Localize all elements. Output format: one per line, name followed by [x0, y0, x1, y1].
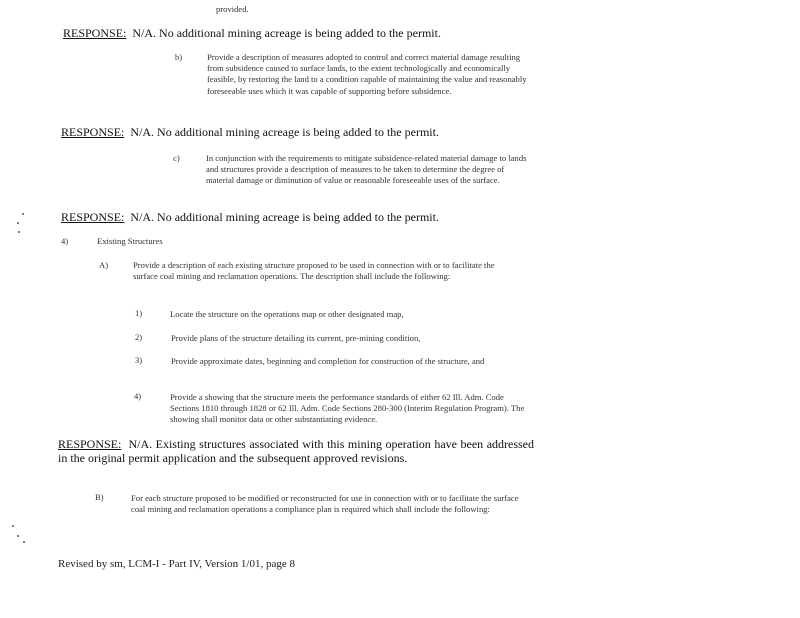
page-footer: Revised by sm, LCM-I - Part IV, Version 1/01, page 8: [58, 558, 295, 570]
response-text: N/A. Existing structures associated with this mining operation have been addressed in the original permit application and the subsequent approved revisions.: [58, 437, 535, 465]
subitem-text: Provide a showing that the structure meets the performance standards of either 62 Ill. Adm. Code Sections 1810 through 1828 or 62 Ill. Adm. Code Sections 280-300 (Interim Regulation Program). The showing shall monitor data or other substantiating evidence.: [170, 392, 525, 425]
response-label: RESPONSE:: [61, 125, 125, 139]
item-c-marker: c): [173, 153, 180, 163]
response-text: N/A. No additional mining acreage is being added to the permit.: [130, 210, 439, 224]
subitem-number: 2): [135, 332, 143, 342]
scan-speck: [17, 535, 19, 537]
response-label: RESPONSE:: [61, 210, 125, 224]
response-text: N/A. No additional mining acreage is being added to the permit.: [132, 26, 441, 40]
response-4: [58, 437, 534, 465]
response-text: N/A. No additional mining acreage is being added to the permit.: [130, 125, 439, 139]
item-c-text: In conjunction with the requirements to mitigate subsidence-related material damage to lands and structures provide a description of measures to be taken to determine the degree of material damage or diminution of value or reasonable foreseeable uses of the surface.: [206, 153, 527, 186]
subitem-number: 4): [134, 391, 142, 401]
subitem-text: Locate the structure on the operations map or other designated map,: [170, 309, 404, 319]
subitem-text: Provide approximate dates, beginning and completion for construction of the structure, and: [171, 356, 485, 366]
top-fragment: provided.: [216, 4, 249, 14]
item-b-text: Provide a description of measures adopted to control and correct material damage resulting from subsidence caused to surface lands, to the extent technologically and economically feasible, by restoring the land to a condition capable of maintaining the value and reasonably foreseeable uses which it was capable of supporting before subsidence.: [207, 52, 527, 96]
scan-speck: [22, 213, 24, 215]
subitem-number: 3): [135, 355, 143, 365]
response-label: RESPONSE:: [58, 437, 122, 451]
subitem-number: 1): [135, 308, 143, 318]
item-A-text: Provide a description of each existing structure proposed to be used in connection with or to facilitate the surface coal mining and reclamation operations. The description shall include the following:: [133, 260, 495, 282]
item-b-marker: b): [175, 52, 183, 62]
item-A-marker: A): [99, 260, 109, 270]
response-label: RESPONSE:: [63, 26, 127, 40]
section-title: Existing Structures: [97, 236, 163, 246]
item-B-text: For each structure proposed to be modified or reconstructed for use in connection with or to facilitate the surface coal mining and reclamation operations a compliance plan is required which shall include the following:: [131, 493, 519, 515]
scan-speck: [18, 231, 20, 233]
section-number: 4): [61, 236, 69, 246]
item-B-marker: B): [95, 492, 104, 502]
response-3: [61, 210, 439, 224]
subitem-text: Provide plans of the structure detailing its current, pre-mining condition,: [171, 333, 421, 343]
response-2: [61, 125, 439, 139]
response-1: [63, 26, 441, 40]
scan-speck: [23, 541, 25, 543]
scan-speck: [12, 525, 14, 527]
scan-speck: [17, 222, 19, 224]
